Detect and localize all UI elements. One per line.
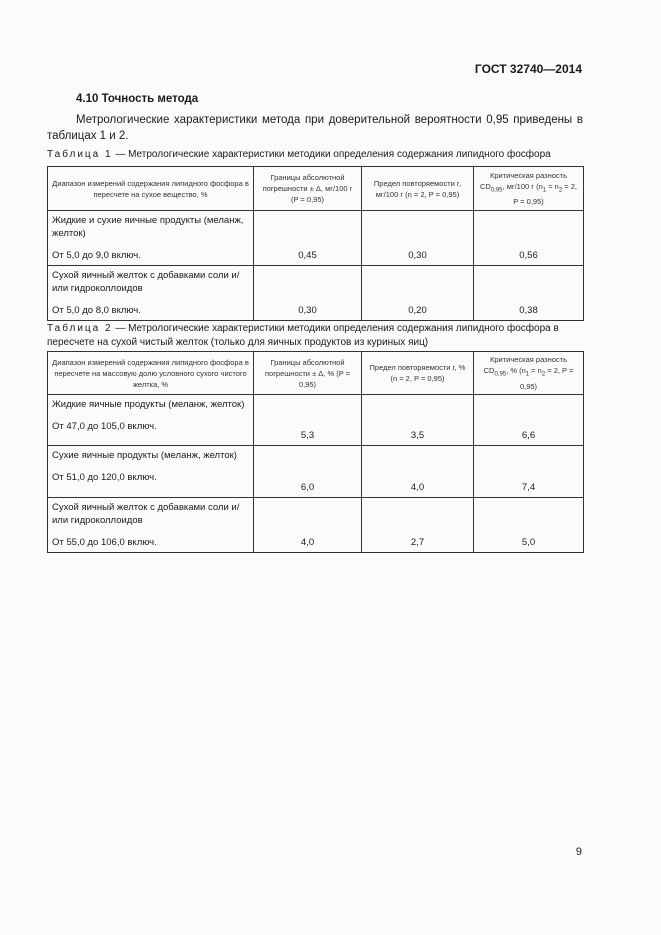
- standard-number: ГОСТ 32740—2014: [474, 62, 582, 76]
- table1-caption-prefix: Таблица 1: [47, 149, 113, 160]
- table-row: [48, 395, 584, 446]
- product-name: Жидкие и сухие яичные продукты (меланж, желток): [52, 215, 244, 239]
- product-range: От 5,0 до 8,0 включ.: [52, 305, 141, 316]
- table2-row1-delta: 5,3: [254, 395, 362, 446]
- table1-caption: [47, 148, 587, 162]
- table2-row2-r: 4,0: [362, 446, 474, 498]
- product-name: Жидкие яичные продукты (меланж, желток): [52, 399, 245, 410]
- table2-row3-r: 2,7: [362, 498, 474, 553]
- product-name: Сухие яичные продукты (меланж, желток): [52, 450, 237, 461]
- table1-header-cd: Критическая разность $CD_{0,95}$, мг/100 г ($n_1 = n_2 = 2$, P = 0,95): [474, 167, 584, 211]
- table2-caption-prefix: Таблица 2: [47, 323, 113, 334]
- product-range: От 5,0 до 9,0 включ.: [52, 250, 141, 261]
- table-row: [48, 211, 584, 266]
- product-range: От 55,0 до 106,0 включ.: [52, 537, 157, 548]
- table1-caption-text: — Метрологические характеристики методики определения содержания липидного фосфора: [112, 149, 551, 160]
- table2-row2-delta: 6,0: [254, 446, 362, 498]
- table1-row1-delta: 0,45: [254, 211, 362, 266]
- table1-row2-r: 0,20: [362, 266, 474, 321]
- table1-row1-r: 0,30: [362, 211, 474, 266]
- product-name: Сухой яичный желток с добавками соли и/или гидроколлоидов: [52, 502, 240, 526]
- product-name: Сухой яичный желток с добавками соли и/или гидроколлоидов: [52, 270, 240, 294]
- table2-row3-cd: 5,0: [474, 498, 584, 553]
- table2-row3-product: [48, 498, 254, 553]
- section-title: 4.10 Точность метода: [76, 93, 199, 105]
- table2: [47, 351, 584, 553]
- table-row: [48, 498, 584, 553]
- table1-row2-cd: 0,38: [474, 266, 584, 321]
- table2-row1-cd: 6,6: [474, 395, 584, 446]
- table1-header-delta: Границы абсолютной погрешности ± Δ, мг/100 г (P = 0,95): [254, 167, 362, 211]
- table1-row1-cd: 0,56: [474, 211, 584, 266]
- table2-row1-r: 3,5: [362, 395, 474, 446]
- table2-row1-product: [48, 395, 254, 446]
- table2-row2-cd: 7,4: [474, 446, 584, 498]
- page-number: 9: [575, 846, 582, 858]
- table2-header-range: Диапазон измерений содержания липидного фосфора в пересчете на массовую долю условного сухого чистого желтка, %: [48, 352, 254, 395]
- table2-header-cd: Критическая разность $CD_{0,95}$, % ($n_1 = n_2 = 2$, P = 0,95): [474, 352, 584, 395]
- table2-caption-text: — Метрологические характеристики методики определения содержания липидного фосфора в пересчете на сухой чистый желток (только для яичных продуктов из куриных яиц): [47, 323, 559, 348]
- table1-row2-product: [48, 266, 254, 321]
- table2-caption: [47, 322, 587, 350]
- section-paragraph: Метрологические характеристики метода при доверительной вероятности 0,95 приведены в таблицах 1 и 2.: [47, 114, 583, 142]
- table-row: [48, 266, 584, 321]
- table1-header-r: Предел повторяемости r, мг/100 г (n = 2, P = 0,95): [362, 167, 474, 211]
- table2-header-delta: Границы абсолютной погрешности ± Δ, % (P = 0,95): [254, 352, 362, 395]
- product-range: От 47,0 до 105,0 включ.: [52, 421, 157, 432]
- table2-header-r: Предел повторяемости r, % (n = 2, P = 0,95): [362, 352, 474, 395]
- table2-row2-product: [48, 446, 254, 498]
- table1-row1-product: [48, 211, 254, 266]
- table1-header-range: Диапазон измерений содержания липидного фосфора в пересчете на сухое вещество, %: [48, 167, 254, 211]
- table-row: [48, 446, 584, 498]
- table1-header-row: [48, 167, 584, 211]
- product-range: От 51,0 до 120,0 включ.: [52, 472, 157, 483]
- table1-row2-delta: 0,30: [254, 266, 362, 321]
- table1: [47, 166, 584, 321]
- table2-header-row: [48, 352, 584, 395]
- table2-row3-delta: 4,0: [254, 498, 362, 553]
